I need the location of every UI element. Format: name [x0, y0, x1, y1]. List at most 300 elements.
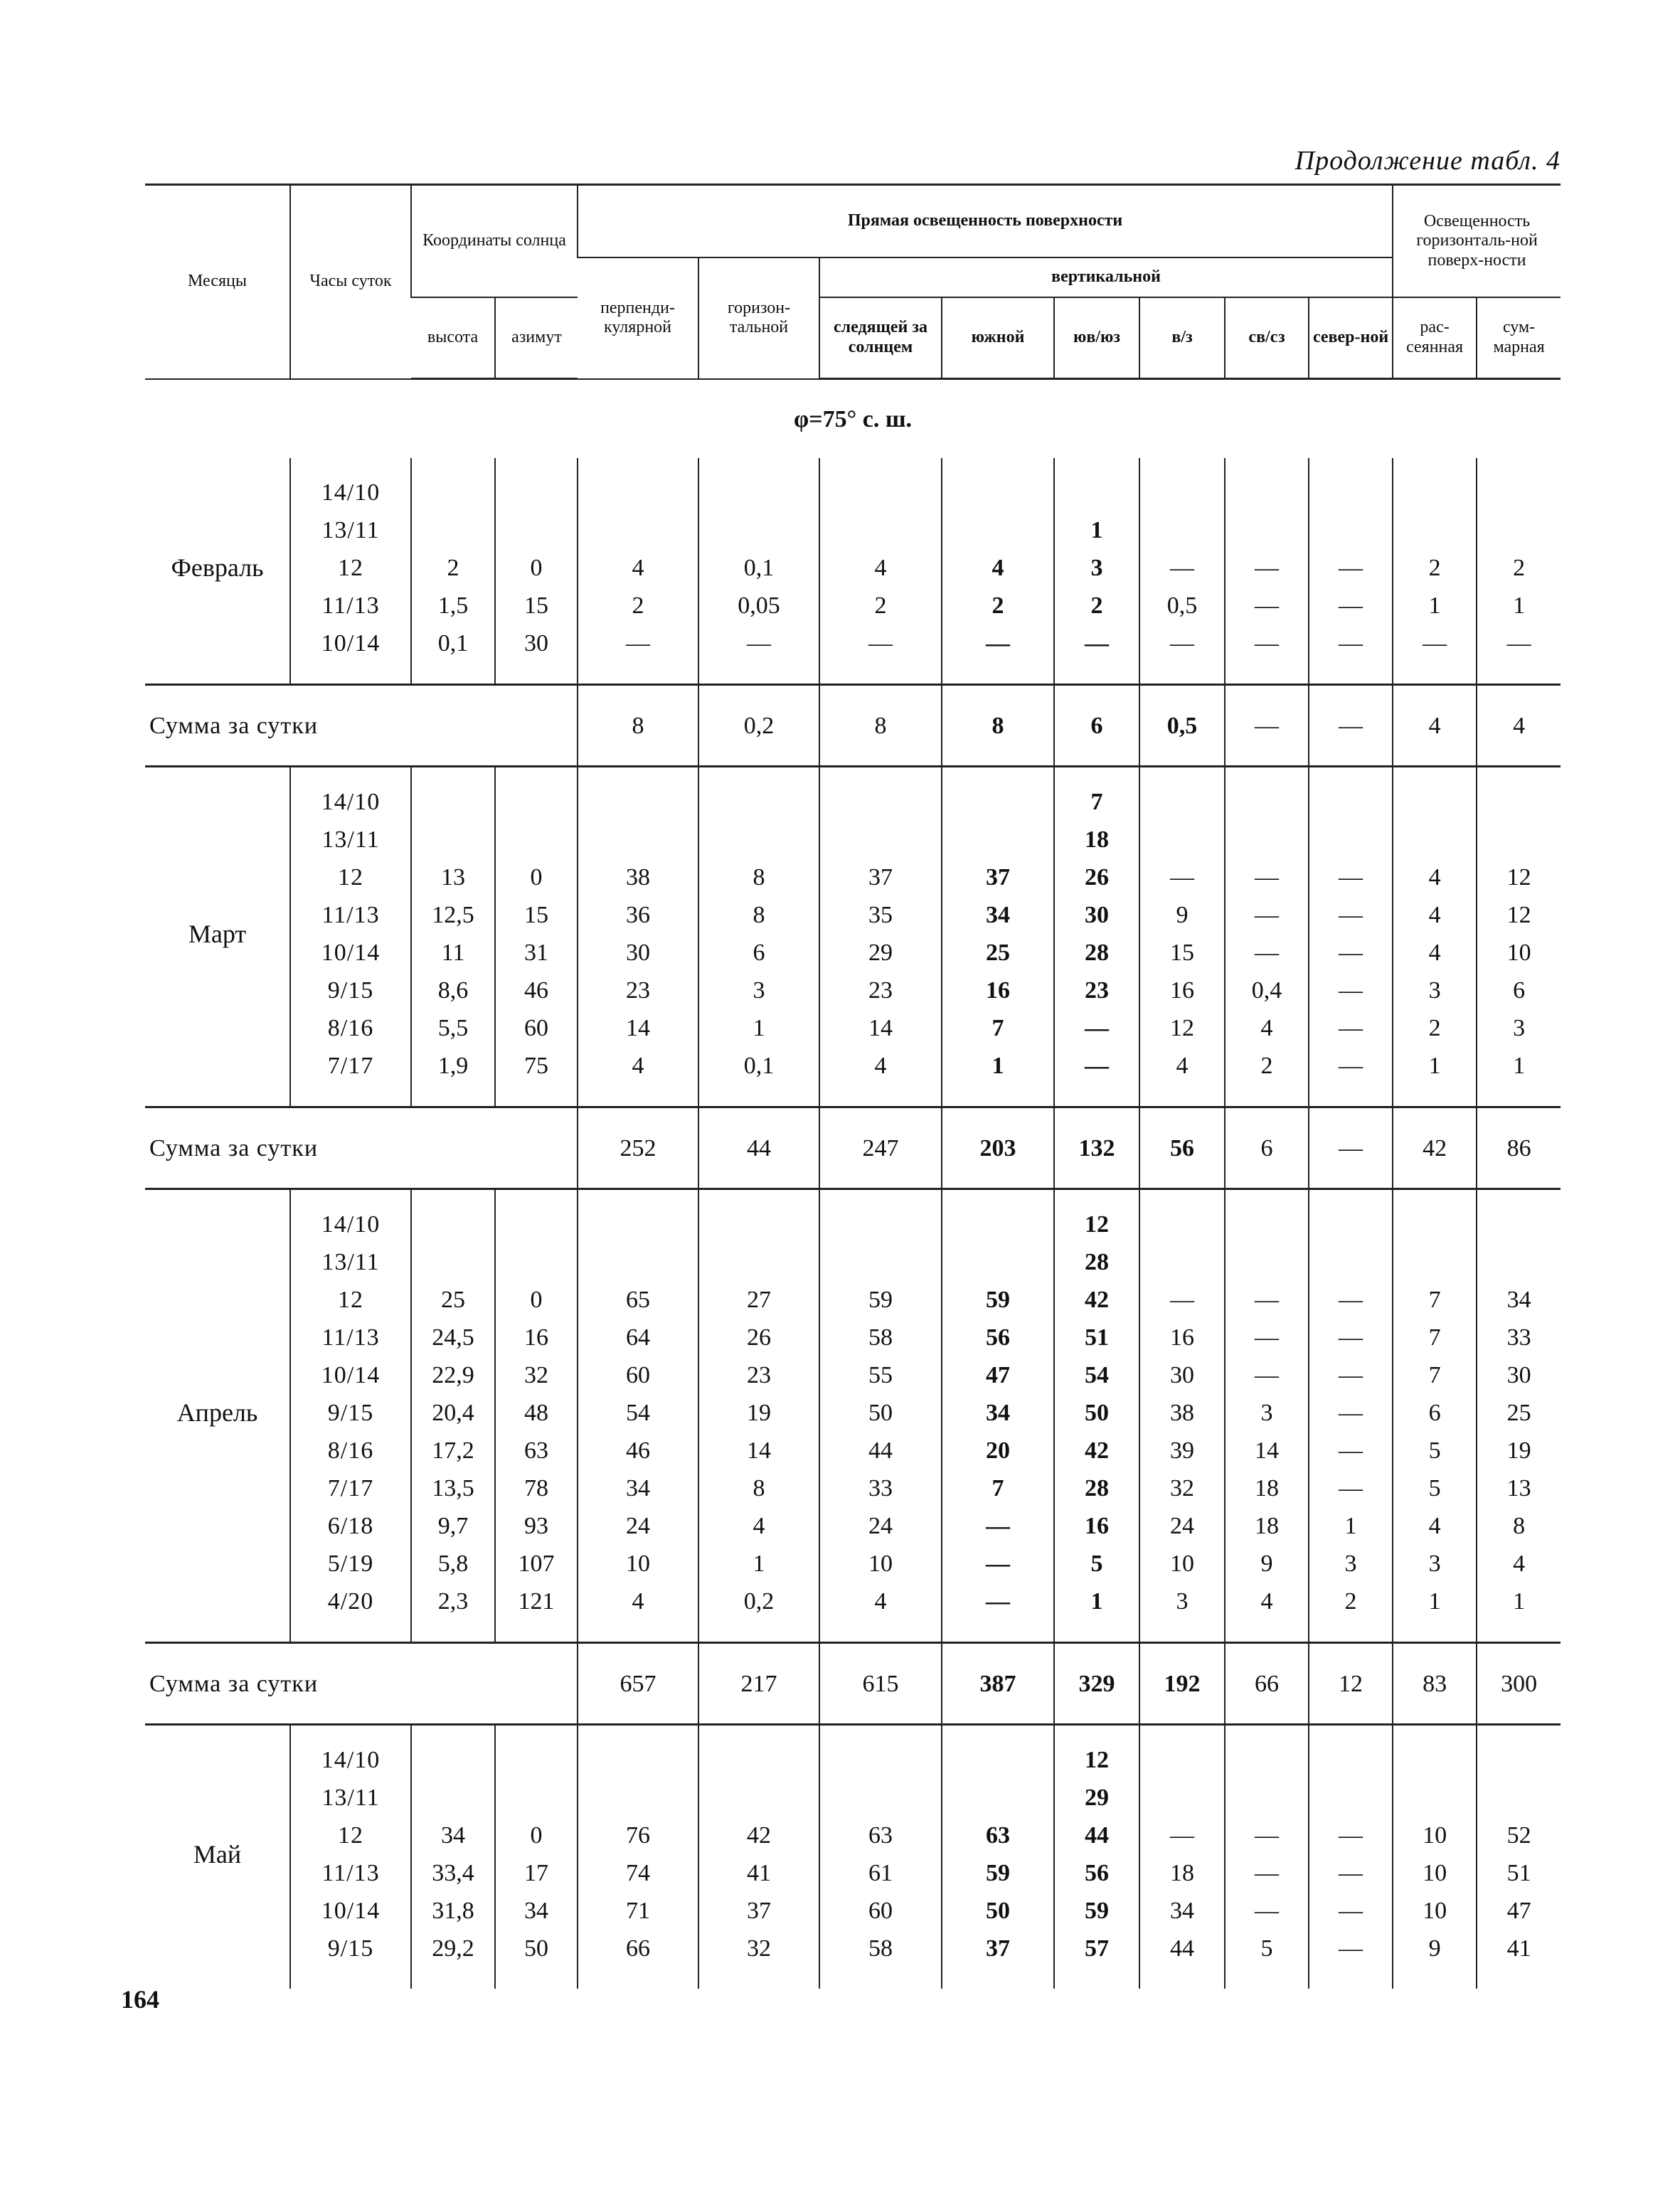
value-cell: 0,05 — [698, 587, 819, 624]
value-cell: 35 — [819, 896, 942, 934]
value-cell — [819, 1779, 942, 1817]
table-header — [145, 185, 1561, 379]
value-cell: 6 — [698, 934, 819, 972]
value-cell: — — [1309, 1319, 1393, 1356]
value-cell: 9 — [1225, 1545, 1309, 1583]
table-row — [145, 821, 1561, 858]
value-cell — [1393, 1779, 1477, 1817]
value-cell: 30 — [1054, 896, 1139, 934]
sum-cell: 66 — [1225, 1643, 1309, 1725]
spacer-row — [145, 1085, 1561, 1107]
value-cell: 34 — [942, 896, 1054, 934]
hours-cell: 14/10 — [290, 474, 411, 511]
value-cell: — — [578, 624, 698, 662]
value-cell: 63 — [819, 1817, 942, 1854]
continuation-label: Продолжение табл. 4 — [1294, 146, 1561, 176]
value-cell — [1393, 474, 1477, 511]
value-cell: — — [1477, 624, 1561, 662]
value-cell: 56 — [1054, 1854, 1139, 1892]
hours-cell: 14/10 — [290, 1741, 411, 1779]
value-cell — [1393, 1741, 1477, 1779]
value-cell — [1393, 1243, 1477, 1281]
value-cell: 52 — [1477, 1817, 1561, 1854]
value-cell: 55 — [819, 1356, 942, 1394]
sum-cell: 252 — [578, 1107, 698, 1189]
value-cell: 63 — [942, 1817, 1054, 1854]
table-row — [145, 1432, 1561, 1469]
value-cell — [1225, 1741, 1309, 1779]
value-cell: — — [1054, 624, 1139, 662]
value-cell: 3 — [1393, 1545, 1477, 1583]
value-cell: 3 — [1225, 1394, 1309, 1432]
value-cell: 0,1 — [698, 1047, 819, 1085]
value-cell: 3 — [1139, 1583, 1225, 1620]
value-cell: — — [1393, 624, 1477, 662]
sum-cell: 0,5 — [1139, 685, 1225, 767]
value-cell: — — [1225, 1281, 1309, 1319]
value-cell: 59 — [1054, 1892, 1139, 1930]
value-cell — [1139, 1243, 1225, 1281]
value-cell: 58 — [819, 1930, 942, 1967]
value-cell: 28 — [1054, 934, 1139, 972]
value-cell: 42 — [1054, 1432, 1139, 1469]
value-cell: 12,5 — [411, 896, 495, 934]
value-cell: 3 — [1477, 1009, 1561, 1047]
value-cell: 1 — [1477, 1047, 1561, 1085]
value-cell: 2 — [819, 587, 942, 624]
value-cell: 34 — [1477, 1281, 1561, 1319]
spacer-row — [145, 1967, 1561, 1989]
value-cell — [1139, 783, 1225, 821]
value-cell: 0 — [495, 858, 578, 896]
value-cell: — — [1309, 934, 1393, 972]
sum-cell: 132 — [1054, 1107, 1139, 1189]
table-row — [145, 1009, 1561, 1047]
value-cell — [698, 821, 819, 858]
value-cell: 19 — [698, 1394, 819, 1432]
value-cell: 12 — [1054, 1206, 1139, 1243]
value-cell: 23 — [819, 972, 942, 1009]
sum-cell: 83 — [1393, 1643, 1477, 1725]
value-cell: 34 — [1139, 1892, 1225, 1930]
value-cell — [942, 1779, 1054, 1817]
value-cell — [942, 783, 1054, 821]
value-cell: — — [1309, 1394, 1393, 1432]
table-row — [145, 934, 1561, 972]
value-cell — [1393, 511, 1477, 549]
hours-cell: 14/10 — [290, 783, 411, 821]
sum-cell: 44 — [698, 1107, 819, 1189]
table-row — [145, 1892, 1561, 1930]
value-cell — [495, 1779, 578, 1817]
value-cell: 10 — [819, 1545, 942, 1583]
sum-cell: 8 — [819, 685, 942, 767]
value-cell: 1,9 — [411, 1047, 495, 1085]
value-cell — [1309, 821, 1393, 858]
table-row — [145, 1281, 1561, 1319]
value-cell: — — [1309, 1469, 1393, 1507]
value-cell: 41 — [1477, 1930, 1561, 1967]
value-cell: — — [1139, 549, 1225, 587]
value-cell: — — [1225, 549, 1309, 587]
value-cell: 13,5 — [411, 1469, 495, 1507]
hours-cell: 11/13 — [290, 896, 411, 934]
value-cell — [1393, 821, 1477, 858]
value-cell: — — [1309, 1930, 1393, 1967]
value-cell: 17,2 — [411, 1432, 495, 1469]
hours-cell: 13/11 — [290, 1779, 411, 1817]
hours-cell: 8/16 — [290, 1009, 411, 1047]
table-row — [145, 1206, 1561, 1243]
value-cell — [1477, 511, 1561, 549]
table-row — [145, 1394, 1561, 1432]
spacer-row — [145, 1620, 1561, 1643]
value-cell — [495, 474, 578, 511]
value-cell: 32 — [1139, 1469, 1225, 1507]
table-row — [145, 624, 1561, 662]
sum-cell: 615 — [819, 1643, 942, 1725]
hours-cell: 9/15 — [290, 972, 411, 1009]
value-cell: 4 — [819, 549, 942, 587]
value-cell: 2 — [1309, 1583, 1393, 1620]
sum-row — [145, 685, 1561, 767]
value-cell: 57 — [1054, 1930, 1139, 1967]
value-cell: 7 — [1393, 1281, 1477, 1319]
value-cell: 0,2 — [698, 1583, 819, 1620]
value-cell: — — [1309, 1356, 1393, 1394]
value-cell: 30 — [1477, 1356, 1561, 1394]
table-row — [145, 1817, 1561, 1854]
hours-cell: 4/20 — [290, 1583, 411, 1620]
value-cell: 1 — [1393, 1583, 1477, 1620]
header-sw-se: юв/юз — [1054, 297, 1139, 379]
value-cell: 44 — [819, 1432, 942, 1469]
value-cell — [698, 1206, 819, 1243]
value-cell — [495, 1206, 578, 1243]
value-cell: 4 — [1393, 896, 1477, 934]
header-month: Месяцы — [145, 185, 290, 379]
table-row — [145, 1507, 1561, 1545]
value-cell — [942, 474, 1054, 511]
value-cell: 17 — [495, 1854, 578, 1892]
value-cell: 58 — [819, 1319, 942, 1356]
hours-cell: 9/15 — [290, 1394, 411, 1432]
value-cell: 2 — [1393, 549, 1477, 587]
value-cell — [1477, 783, 1561, 821]
value-cell: 16 — [942, 972, 1054, 1009]
value-cell — [411, 821, 495, 858]
sum-label: Сумма за сутки — [145, 1643, 578, 1725]
value-cell: 47 — [1477, 1892, 1561, 1930]
value-cell — [1225, 1779, 1309, 1817]
value-cell: 59 — [942, 1854, 1054, 1892]
value-cell: 20,4 — [411, 1394, 495, 1432]
value-cell — [578, 1243, 698, 1281]
value-cell: — — [1309, 858, 1393, 896]
value-cell: 74 — [578, 1854, 698, 1892]
value-cell: 10 — [1393, 1854, 1477, 1892]
value-cell: 0,4 — [1225, 972, 1309, 1009]
table-row — [145, 511, 1561, 549]
header-ne-nw: св/сз — [1225, 297, 1309, 379]
value-cell: 42 — [698, 1817, 819, 1854]
value-cell: 9,7 — [411, 1507, 495, 1545]
table-row — [145, 549, 1561, 587]
value-cell: 1 — [698, 1545, 819, 1583]
value-cell: — — [1139, 858, 1225, 896]
value-cell: 54 — [578, 1394, 698, 1432]
value-cell — [411, 1779, 495, 1817]
value-cell: — — [1309, 1854, 1393, 1892]
value-cell — [578, 1741, 698, 1779]
value-cell: 4 — [578, 549, 698, 587]
value-cell: — — [698, 624, 819, 662]
value-cell: 24,5 — [411, 1319, 495, 1356]
value-cell: — — [1309, 1892, 1393, 1930]
hours-cell: 10/14 — [290, 934, 411, 972]
header-tracking: следящей за солнцем — [819, 297, 942, 379]
table-row — [145, 783, 1561, 821]
value-cell: 59 — [942, 1281, 1054, 1319]
value-cell: 12 — [1139, 1009, 1225, 1047]
value-cell: 14 — [1225, 1432, 1309, 1469]
table-row — [145, 1047, 1561, 1085]
value-cell: 15 — [1139, 934, 1225, 972]
value-cell: 18 — [1139, 1854, 1225, 1892]
value-cell: 10 — [1477, 934, 1561, 972]
value-cell: 46 — [495, 972, 578, 1009]
value-cell — [698, 511, 819, 549]
sum-cell: 329 — [1054, 1643, 1139, 1725]
value-cell: — — [942, 1545, 1054, 1583]
value-cell — [578, 783, 698, 821]
value-cell — [698, 1243, 819, 1281]
table-row — [145, 474, 1561, 511]
value-cell: 12 — [1477, 858, 1561, 896]
value-cell: — — [1225, 1854, 1309, 1892]
value-cell: 47 — [942, 1356, 1054, 1394]
spacer-row — [145, 1725, 1561, 1742]
value-cell — [1309, 1206, 1393, 1243]
sum-cell: 6 — [1054, 685, 1139, 767]
value-cell — [1225, 821, 1309, 858]
sum-cell: — — [1309, 1107, 1393, 1189]
value-cell: 3 — [1393, 972, 1477, 1009]
sum-cell: 4 — [1477, 685, 1561, 767]
value-cell: 27 — [698, 1281, 819, 1319]
value-cell — [495, 1741, 578, 1779]
value-cell: 1 — [1309, 1507, 1393, 1545]
sum-cell: 203 — [942, 1107, 1054, 1189]
value-cell: 60 — [819, 1892, 942, 1930]
value-cell: 30 — [578, 934, 698, 972]
hours-cell: 11/13 — [290, 587, 411, 624]
value-cell: 20 — [942, 1432, 1054, 1469]
value-cell — [698, 1779, 819, 1817]
sum-cell: 8 — [578, 685, 698, 767]
value-cell: 25 — [1477, 1394, 1561, 1432]
value-cell: 13 — [411, 858, 495, 896]
value-cell: 32 — [495, 1356, 578, 1394]
value-cell: 15 — [495, 587, 578, 624]
value-cell: 12 — [1477, 896, 1561, 934]
value-cell: — — [1309, 1009, 1393, 1047]
hours-cell: 12 — [290, 1817, 411, 1854]
value-cell: 37 — [698, 1892, 819, 1930]
table-row — [145, 1545, 1561, 1583]
header-diffuse-group: Освещенность горизонталь-ной поверх-ности — [1393, 185, 1561, 298]
value-cell: 24 — [578, 1507, 698, 1545]
value-cell: 0 — [495, 549, 578, 587]
value-cell: 28 — [1054, 1469, 1139, 1507]
hours-cell: 11/13 — [290, 1319, 411, 1356]
value-cell: 3 — [1054, 549, 1139, 587]
value-cell: 75 — [495, 1047, 578, 1085]
value-cell: 24 — [1139, 1507, 1225, 1545]
hours-cell: 10/14 — [290, 1356, 411, 1394]
sum-cell: 657 — [578, 1643, 698, 1725]
value-cell — [1139, 1206, 1225, 1243]
value-cell: 26 — [1054, 858, 1139, 896]
value-cell: 2 — [1393, 1009, 1477, 1047]
value-cell: 7 — [1054, 783, 1139, 821]
sum-cell: 8 — [942, 685, 1054, 767]
header-coords: Координаты солнца — [411, 185, 578, 298]
value-cell: 6 — [1477, 972, 1561, 1009]
value-cell: — — [819, 624, 942, 662]
value-cell — [942, 511, 1054, 549]
value-cell: — — [1225, 934, 1309, 972]
value-cell: 30 — [495, 624, 578, 662]
value-cell: 4 — [1225, 1009, 1309, 1047]
value-cell: 7 — [942, 1469, 1054, 1507]
value-cell — [1139, 474, 1225, 511]
value-cell: 6 — [1393, 1394, 1477, 1432]
value-cell — [942, 1243, 1054, 1281]
table-row — [145, 587, 1561, 624]
sum-row — [145, 1643, 1561, 1725]
spacer-row — [145, 458, 1561, 474]
value-cell: 29 — [819, 934, 942, 972]
value-cell — [1393, 783, 1477, 821]
value-cell: 63 — [495, 1432, 578, 1469]
value-cell: — — [1225, 1892, 1309, 1930]
value-cell: 4 — [942, 549, 1054, 587]
value-cell — [698, 474, 819, 511]
value-cell: 33 — [819, 1469, 942, 1507]
value-cell: 30 — [1139, 1356, 1225, 1394]
value-cell: 15 — [495, 896, 578, 934]
value-cell: 18 — [1225, 1507, 1309, 1545]
value-cell: 46 — [578, 1432, 698, 1469]
sum-label: Сумма за сутки — [145, 1107, 578, 1189]
value-cell: 33 — [1477, 1319, 1561, 1356]
value-cell — [942, 821, 1054, 858]
value-cell — [1309, 1779, 1393, 1817]
value-cell: 2 — [1477, 549, 1561, 587]
value-cell — [411, 511, 495, 549]
value-cell: 66 — [578, 1930, 698, 1967]
header-north: север-ной — [1309, 297, 1393, 379]
value-cell: 60 — [495, 1009, 578, 1047]
value-cell: 23 — [578, 972, 698, 1009]
header-e-w: в/з — [1139, 297, 1225, 379]
table-row — [145, 1854, 1561, 1892]
value-cell — [578, 1206, 698, 1243]
value-cell: 10 — [1139, 1545, 1225, 1583]
value-cell: — — [1225, 1356, 1309, 1394]
value-cell: — — [942, 1583, 1054, 1620]
value-cell: 38 — [1139, 1394, 1225, 1432]
value-cell: 8 — [698, 858, 819, 896]
value-cell: 51 — [1054, 1319, 1139, 1356]
value-cell: 16 — [495, 1319, 578, 1356]
value-cell — [1309, 511, 1393, 549]
value-cell — [819, 1243, 942, 1281]
value-cell — [942, 1206, 1054, 1243]
hours-cell: 7/17 — [290, 1047, 411, 1085]
header-horizontal: горизон-тальной — [698, 257, 819, 379]
value-cell: 34 — [411, 1817, 495, 1854]
value-cell: — — [1225, 1319, 1309, 1356]
value-cell: — — [1054, 1009, 1139, 1047]
value-cell: — — [1054, 1047, 1139, 1085]
value-cell: 1 — [1393, 1047, 1477, 1085]
table-body — [145, 379, 1561, 1989]
value-cell: 4 — [578, 1047, 698, 1085]
latitude-label: φ=75° с. ш. — [794, 405, 913, 432]
value-cell: — — [942, 1507, 1054, 1545]
value-cell: 12 — [1054, 1741, 1139, 1779]
sum-row — [145, 1107, 1561, 1189]
value-cell: 61 — [819, 1854, 942, 1892]
value-cell — [1309, 474, 1393, 511]
month-name: Май — [193, 1839, 242, 1868]
value-cell: 29,2 — [411, 1930, 495, 1967]
value-cell: — — [942, 624, 1054, 662]
value-cell: 5 — [1393, 1432, 1477, 1469]
value-cell — [1139, 511, 1225, 549]
sum-cell: — — [1309, 685, 1393, 767]
value-cell: 19 — [1477, 1432, 1561, 1469]
value-cell: 1 — [942, 1047, 1054, 1085]
value-cell: 2,3 — [411, 1583, 495, 1620]
value-cell: 26 — [698, 1319, 819, 1356]
value-cell: 4 — [698, 1507, 819, 1545]
value-cell: 31,8 — [411, 1892, 495, 1930]
spacer-row — [145, 767, 1561, 784]
value-cell — [1309, 783, 1393, 821]
value-cell: 8 — [1477, 1507, 1561, 1545]
header-vertical: вертикальной — [819, 257, 1393, 297]
sum-cell: 217 — [698, 1643, 819, 1725]
value-cell — [819, 821, 942, 858]
value-cell — [578, 821, 698, 858]
value-cell: 34 — [578, 1469, 698, 1507]
value-cell: 44 — [1139, 1930, 1225, 1967]
value-cell: 50 — [495, 1930, 578, 1967]
table-row — [145, 1319, 1561, 1356]
value-cell: 4 — [819, 1583, 942, 1620]
value-cell: 7 — [942, 1009, 1054, 1047]
value-cell: 8,6 — [411, 972, 495, 1009]
value-cell: 13 — [1477, 1469, 1561, 1507]
value-cell: 60 — [578, 1356, 698, 1394]
table-row — [145, 858, 1561, 896]
value-cell: 48 — [495, 1394, 578, 1432]
month-name: Февраль — [171, 553, 264, 582]
hours-cell: 10/14 — [290, 1892, 411, 1930]
